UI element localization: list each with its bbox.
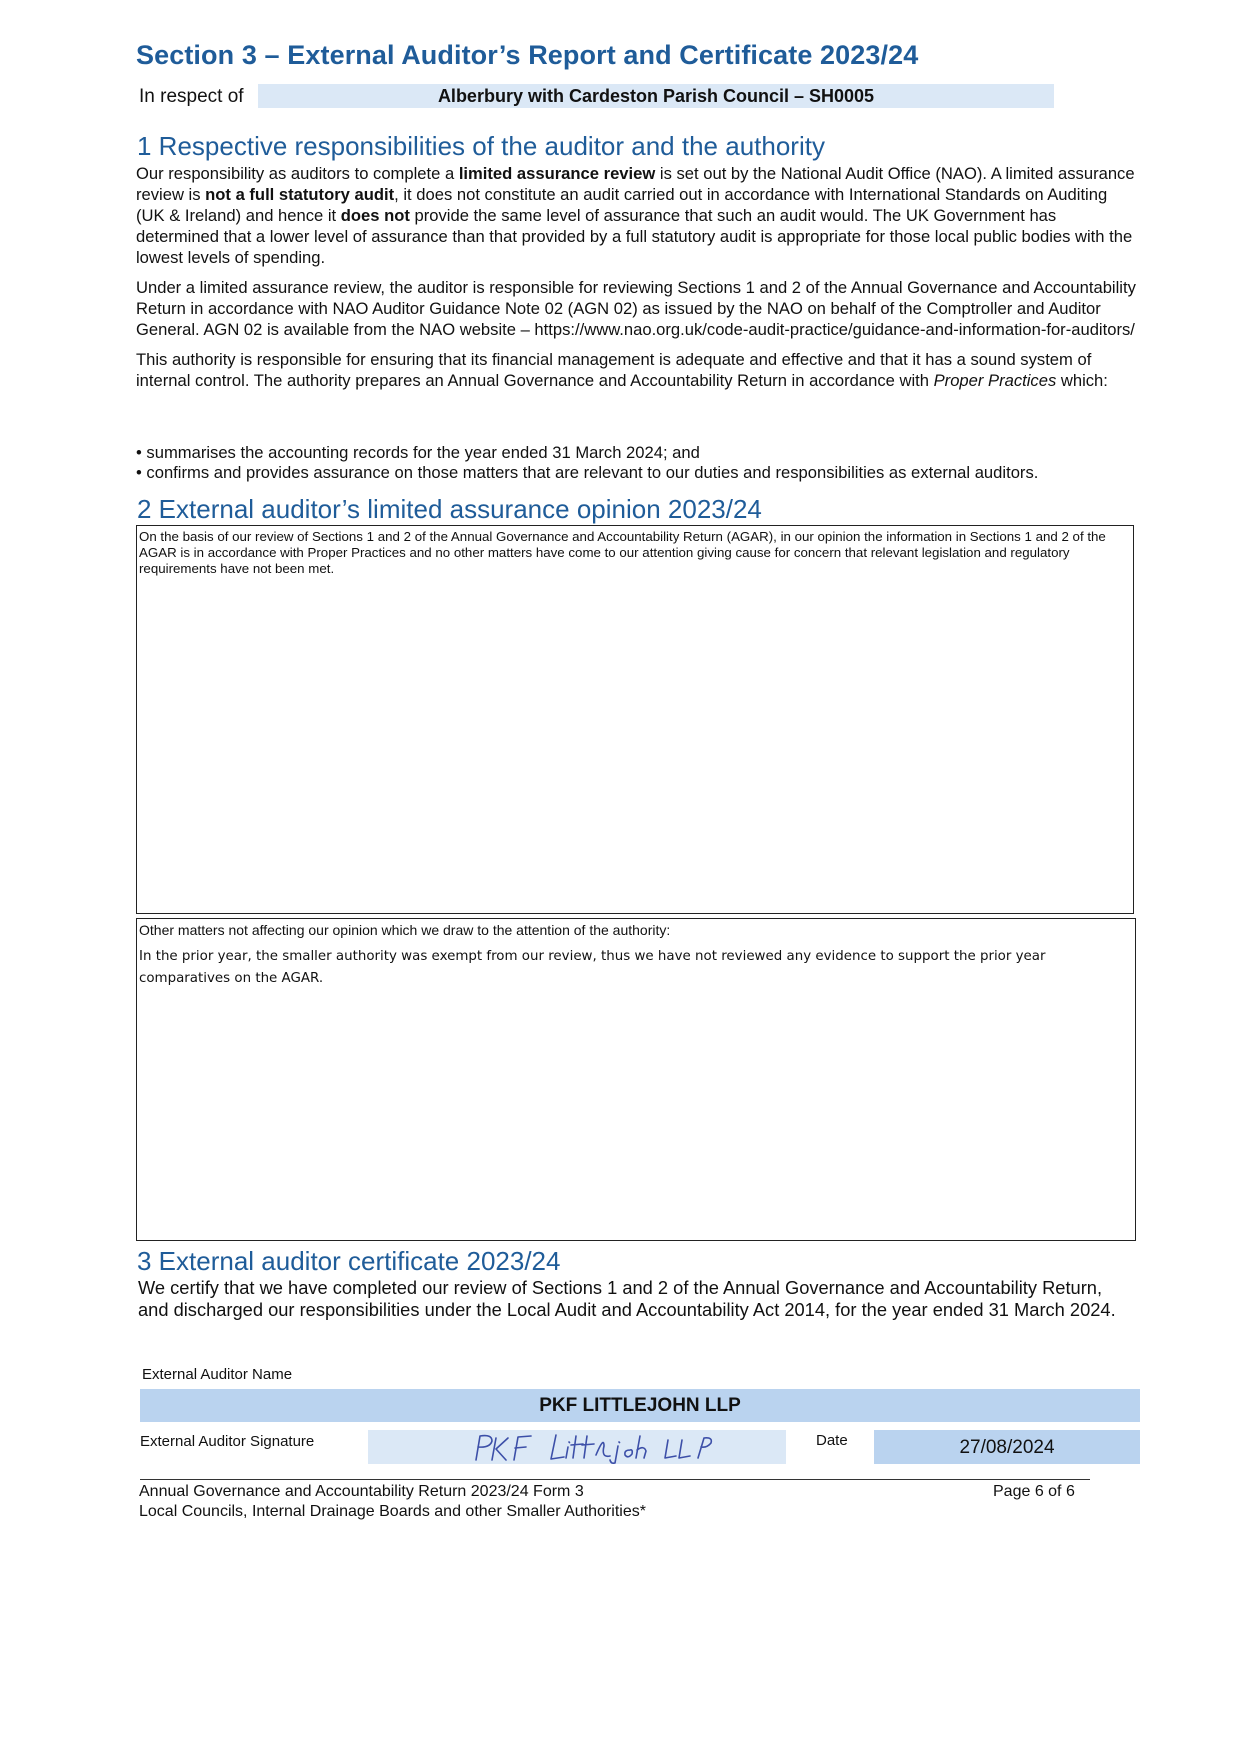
bold-run: does not: [340, 206, 410, 225]
text-run: Our responsibility as auditors to complete a: [136, 164, 459, 183]
footer-rule: [140, 1479, 1090, 1480]
italic-run: Proper Practices: [933, 371, 1057, 390]
page-number: Page 6 of 6: [993, 1483, 1075, 1500]
bullet-item: • summarises the accounting records for the year ended 31 March 2024; and: [136, 443, 700, 462]
signature-label: External Auditor Signature: [140, 1433, 315, 1450]
text-run: which:: [1056, 371, 1108, 390]
other-matters-box: [136, 918, 1136, 1241]
date-field: 27/08/2024: [874, 1430, 1140, 1464]
section1-body: [136, 163, 1136, 400]
footer-line-1: Annual Governance and Accountability Return 2023/24 Form 3: [139, 1483, 584, 1500]
authority-name-field: Alberbury with Cardeston Parish Council – SH0005: [258, 84, 1054, 108]
section1-heading: 1 Respective responsibilities of the auditor and the authority: [137, 131, 825, 161]
opinion-text: On the basis of our review of Sections 1 and 2 of the Annual Governance and Accountability Return (AGAR), in our opinion the information in Sections 1 and 2 of the AGAR is in accordance with Proper Practices and no other matters have come to our attention giving cause for concern that relevant legislation and regulatory requirements have not been met.: [139, 529, 1106, 576]
footer-line-2: Local Councils, Internal Drainage Boards and other Smaller Authorities*: [139, 1503, 646, 1520]
date-label: Date: [816, 1432, 848, 1449]
text-run: is set out by the National Audit Office (NAO). A limited assurance review is: [136, 164, 1135, 204]
in-respect-label: In respect of: [139, 86, 244, 107]
section2-heading: 2 External auditor’s limited assurance opinion 2023/24: [137, 494, 762, 524]
text-run: provide the same level of assurance that such an audit would. The UK Government has determined that a lower level of assurance than that provided by a full statutory audit is appropriate for those local public bodies with the lowest levels of spending.: [136, 206, 1133, 267]
footer-left: [139, 1482, 646, 1522]
auditor-name-label: External Auditor Name: [142, 1366, 293, 1383]
bullet-item: • confirms and provides assurance on those matters that are relevant to our duties and responsibilities as external auditors.: [136, 463, 1039, 482]
section3-heading: 3 External auditor certificate 2023/24: [137, 1246, 561, 1276]
handwritten-signature: [368, 1430, 786, 1464]
section1-paragraph-1: [136, 163, 1136, 268]
section1-bullets: [136, 443, 1136, 483]
certificate-text: We certify that we have completed our review of Sections 1 and 2 of the Annual Governance and Accountability Return, and discharged our responsibilities under the Local Audit and Accountability Act 2014, for the year ended 31 March 2024.: [138, 1277, 1116, 1320]
bold-run: limited assurance review: [458, 164, 656, 183]
signature-field: [368, 1430, 786, 1464]
other-matters-text: In the prior year, the smaller authority was exempt from our review, thus we have not reviewed any evidence to support the prior year comparatives on the AGAR.: [139, 949, 1046, 986]
text-run: This authority is responsible for ensuring that its financial management is adequate and effective and that it has a sound system of internal control. The authority prepares an Annual Governance and Accountability Return in accordance with: [136, 350, 1092, 390]
section1-paragraph-2: Under a limited assurance review, the auditor is responsible for reviewing Sections 1 and 2 of the Annual Governance and Accountability Return in accordance with NAO Auditor Guidance Note 02 (AGN 02) as issued by the NAO on behalf of the Comptroller and Auditor General. AGN 02 is available from the NAO website – https://www.nao.org.uk/code-audit-practice/guidance-and-information-for-auditors/: [136, 278, 1136, 339]
text-run: , it does not constitute an audit carried out in accordance with International Standards on Auditing (UK & Ireland) and hence it: [136, 185, 1108, 225]
page-title: Section 3 – External Auditor’s Report and Certificate 2023/24: [136, 40, 919, 70]
section1-paragraph-3: [136, 349, 1136, 391]
bold-run: not a full statutory audit: [205, 185, 395, 204]
auditor-name-field: PKF LITTLEJOHN LLP: [140, 1389, 1140, 1422]
opinion-box: [136, 525, 1134, 914]
other-matters-heading: Other matters not affecting our opinion which we draw to the attention of the authority:: [139, 922, 671, 938]
